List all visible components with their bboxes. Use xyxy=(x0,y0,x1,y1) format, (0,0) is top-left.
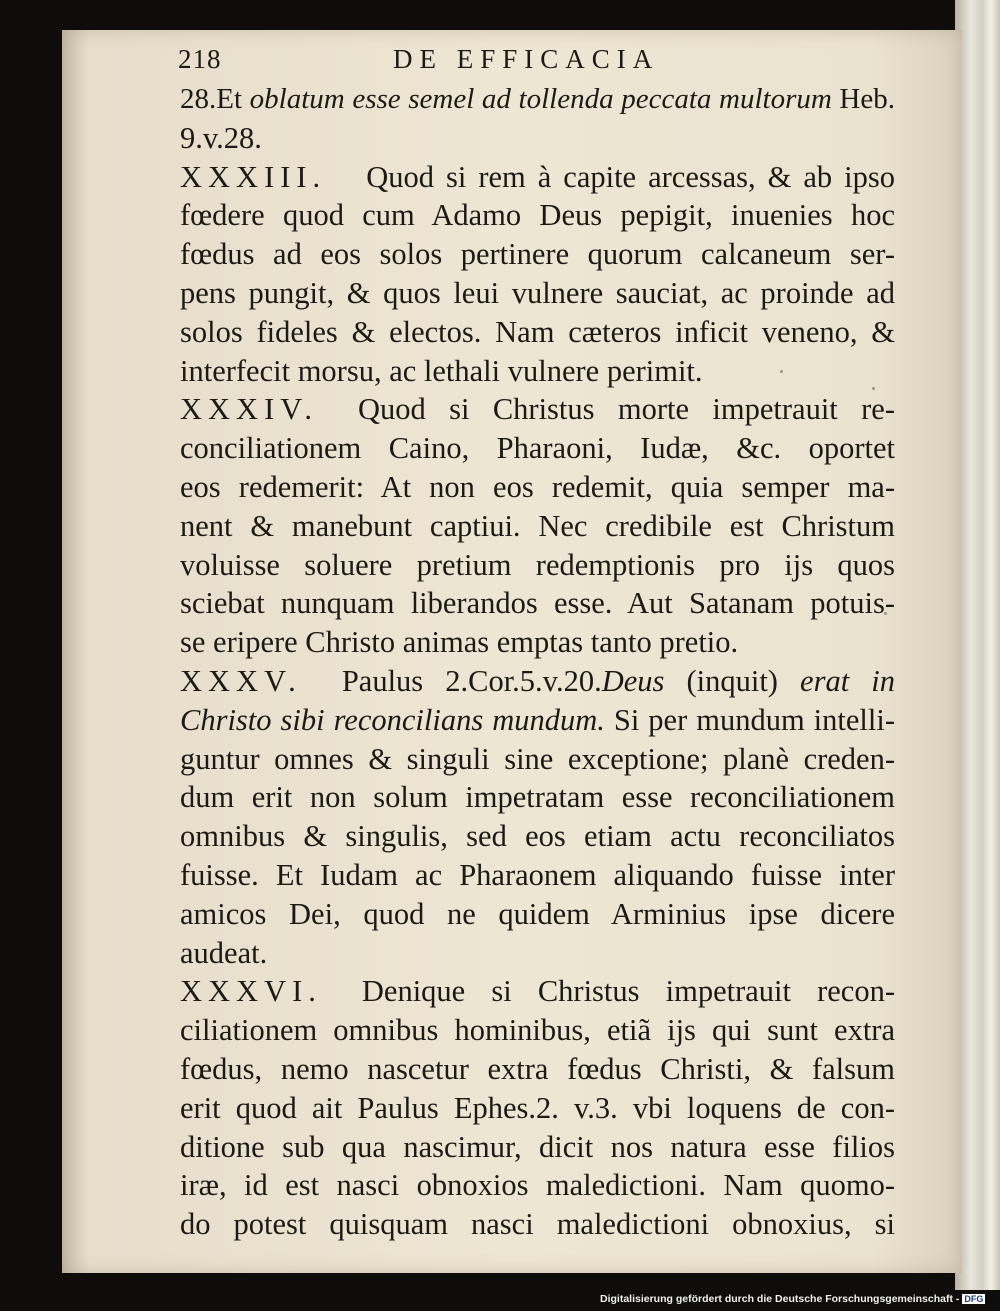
text-line: 9.v.28. xyxy=(180,120,262,155)
text-line: 28.Et oblatum esse semel ad tollenda peccata multorum Heb. xyxy=(180,83,895,115)
text-line: solos fideles & electos. Nam cæteros inficit veneno, & xyxy=(180,314,895,349)
text-line: guntur omnes & singuli sine exceptione; planè creden- xyxy=(180,741,895,776)
text-line: fuisse. Et Iudam ac Pharaonem aliquando fuisse inter xyxy=(180,857,895,892)
text-line: audeat. xyxy=(180,935,268,970)
text-line: ciliationem omnibus hominibus, etiã ijs qui sunt extra xyxy=(180,1013,895,1048)
text-line: fœdere quod cum Adamo Deus pepigit, inuenies hoc xyxy=(180,198,895,233)
text-line: fœdus, nemo nascetur extra fœdus Christi, & falsum xyxy=(180,1051,895,1086)
text-line: interfecit morsu, ac lethali vulnere perimit. xyxy=(180,353,703,388)
text-line: omnibus & singulis, sed eos etiam actu reconciliatos xyxy=(180,819,895,854)
text-line: amicos Dei, quod ne quidem Arminius ipse dicere xyxy=(180,896,895,931)
running-title: DE EFFICACIA xyxy=(393,44,660,74)
text-line: XXXIII. Quod si rem à capite arcessas, & ab ipso xyxy=(180,158,895,197)
dfg-logo: DFG xyxy=(964,1294,984,1304)
running-head xyxy=(178,44,898,80)
text-line: XXXVI. Denique si Christus impetrauit recon- xyxy=(180,972,895,1011)
text-line: eos redemerit: At non eos redemit, quia semper ma- xyxy=(180,469,895,504)
page-number: 218 xyxy=(178,44,222,74)
section-number: XXXV. xyxy=(180,663,302,698)
text-line: iræ, id est nasci obnoxios maledictioni. Nam quomo- xyxy=(180,1168,895,1203)
text-line: ditione sub qua nascimur, dicit nos natura esse filios xyxy=(180,1129,895,1164)
text-line: Christo sibi reconcilians mundum. Si per mundum intelli- xyxy=(180,702,895,737)
text-line: sciebat nunquam liberandos esse. Aut Satanam potuis- xyxy=(180,586,895,621)
text-line: do potest quisquam nasci maledictioni obnoxius, si xyxy=(180,1207,895,1242)
digitization-credit xyxy=(600,1293,995,1309)
credit-text: Digitalisierung gefördert durch die Deutsche Forschungsgemeinschaft - xyxy=(600,1293,960,1305)
text-line: XXXV. Paulus 2.Cor.5.v.20.Deus (inquit) erat in xyxy=(180,662,895,701)
text-line: pens pungit, & quos leui vulnere sauciat, ac proinde ad xyxy=(180,275,895,310)
section-number: XXXIII. xyxy=(180,159,327,194)
text-line: erit quod ait Paulus Ephes.2. v.3. vbi loquens de con- xyxy=(180,1090,895,1125)
section-number: XXXVI. xyxy=(180,974,322,1009)
body-text xyxy=(180,80,895,1244)
text-line: conciliationem Caino, Pharaoni, Iudæ, &c. oportet xyxy=(180,431,895,466)
text-line: nent & manebunt captiui. Nec credibile est Christum xyxy=(180,508,895,543)
text-line: dum erit non solum impetratam esse reconciliationem xyxy=(180,780,895,815)
text-line: voluisse soluere pretium redemptionis pro ijs quos xyxy=(180,547,895,582)
text-line: XXXIV. Quod si Christus morte impetrauit re- xyxy=(180,390,895,429)
section-number: XXXIV. xyxy=(180,392,318,427)
text-line: se eripere Christo animas emptas tanto pretio. xyxy=(180,625,739,660)
text-line: fœdus ad eos solos pertinere quorum calcaneum ser- xyxy=(180,237,895,272)
